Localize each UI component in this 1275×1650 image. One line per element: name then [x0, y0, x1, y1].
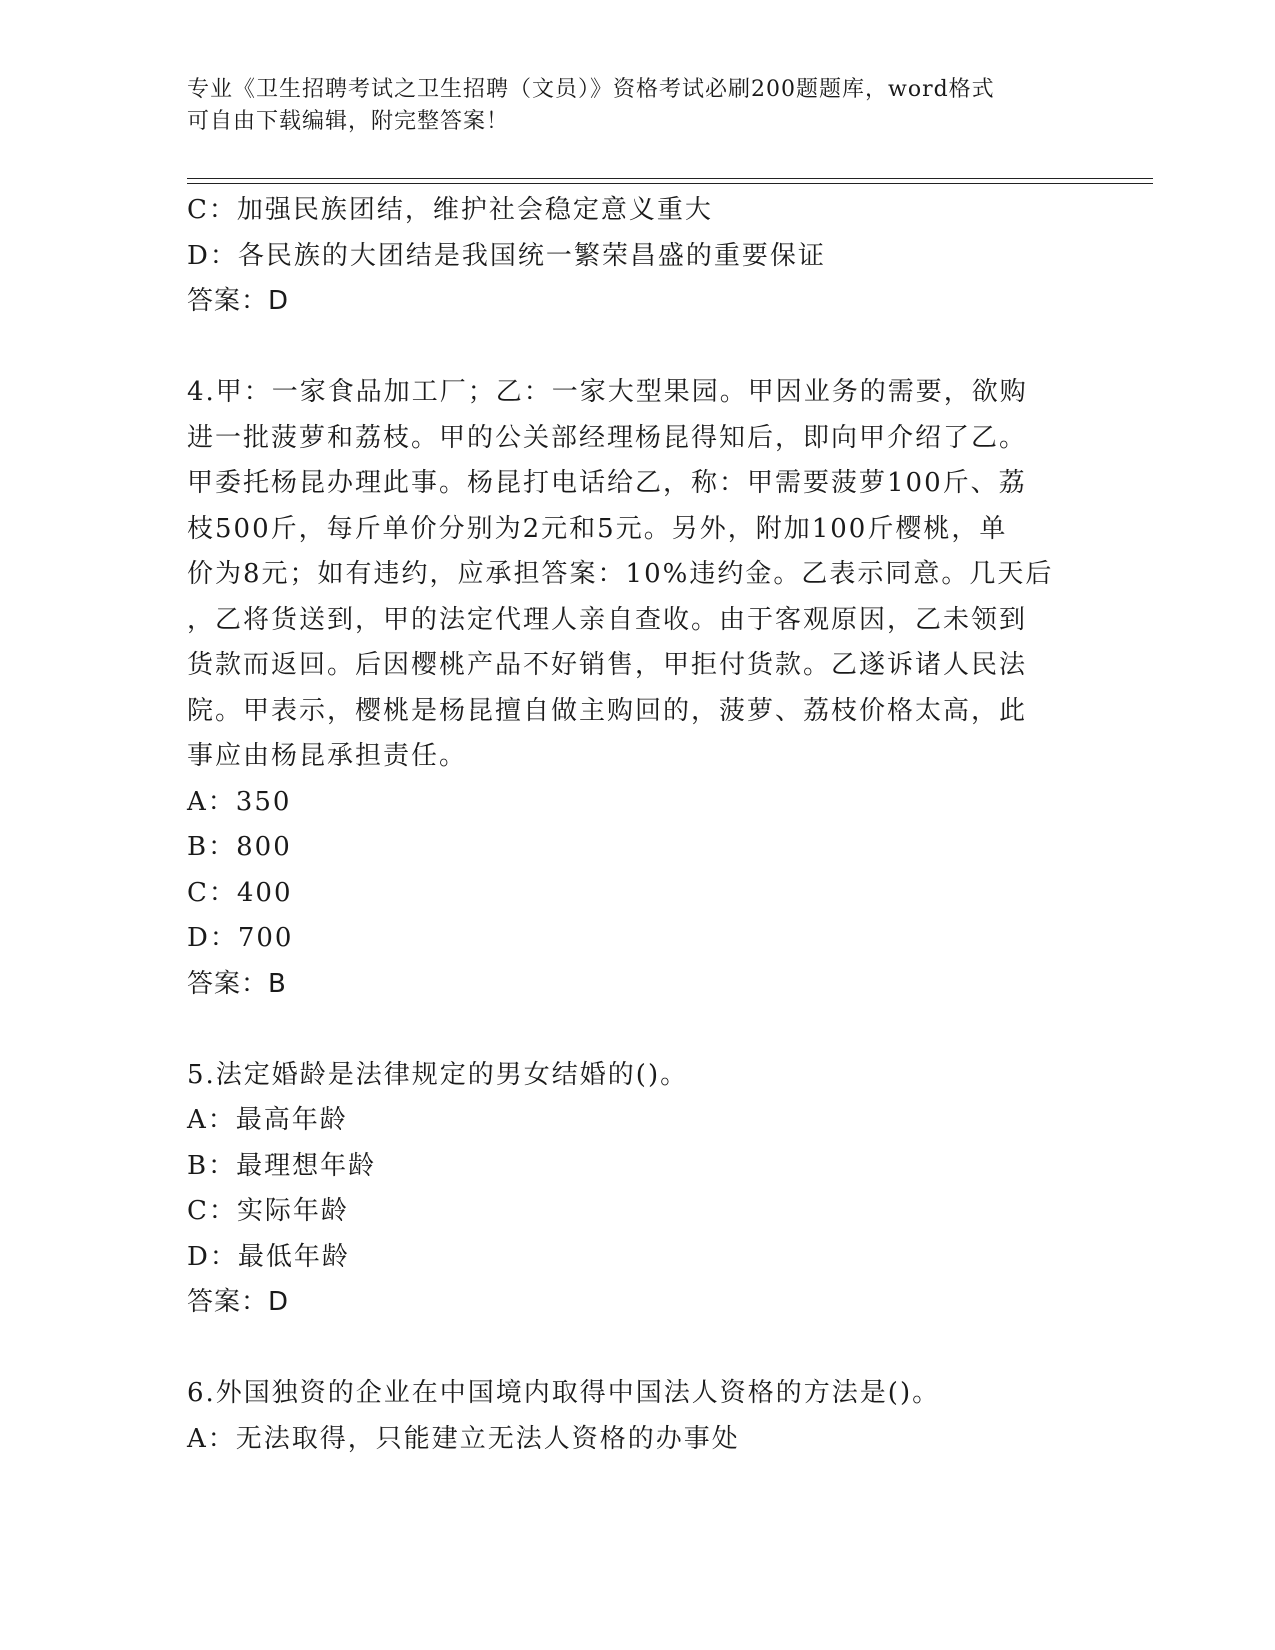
q5-answer: 答案：D [187, 1287, 290, 1317]
q4-option-d: D：700 [187, 923, 294, 953]
spacer [187, 1326, 1087, 1372]
header-divider-bottom [187, 183, 1153, 184]
header-line-1: 专业《卫生招聘考试之卫生招聘（文员）》资格考试必刷200题题库，word格式 [187, 77, 995, 102]
q5-option-a: A：最高年龄 [187, 1105, 348, 1135]
q6-stem: 6.外国独资的企业在中国境内取得中国法人资格的方法是()。 [187, 1378, 941, 1408]
q3-option-d: D：各民族的大团结是我国统一繁荣昌盛的重要保证 [187, 240, 826, 271]
q4-option-b: B：800 [187, 832, 292, 862]
spacer [187, 325, 1087, 371]
question-content [187, 188, 1087, 1462]
q5-option-c: C：实际年龄 [187, 1196, 349, 1226]
q4-stem-line: 价为8元；如有违约，应承担答案：10%违约金。乙表示同意。几天后 [187, 559, 1054, 589]
q4-stem-line: ，乙将货送到，甲的法定代理人亲自查收。由于客观原因，乙未领到 [187, 604, 1028, 635]
q4-stem-line: 进一批菠萝和荔枝。甲的公关部经理杨昆得知后，即向甲介绍了乙。 [187, 422, 1028, 453]
q4-stem-line: 枝500斤，每斤单价分别为2元和5元。另外，附加100斤樱桃，单 [187, 513, 1008, 544]
q3-answer: 答案：D [187, 286, 290, 316]
question-4 [187, 370, 1087, 1007]
q3-option-c: C：加强民族团结，维护社会稳定意义重大 [187, 195, 713, 225]
q5-stem: 5.法定婚龄是法律规定的男女结婚的()。 [187, 1059, 689, 1090]
q4-option-c: C：400 [187, 877, 293, 908]
q6-option-a: A：无法取得，只能建立无法人资格的办事处 [187, 1423, 740, 1454]
header-line-2: 可自由下载编辑，附完整答案！ [187, 109, 510, 134]
question-6 [187, 1371, 1087, 1462]
q4-stem-line: 事应由杨昆承担责任。 [187, 741, 468, 771]
q4-stem-line: 货款而返回。后因樱桃产品不好销售，甲拒付货款。乙遂诉诸人民法 [187, 650, 1028, 680]
q4-answer: 答案：B [187, 968, 287, 999]
q5-option-b: B：最理想年龄 [187, 1150, 377, 1181]
question-3-tail [187, 188, 1087, 325]
q4-stem-line: 甲委托杨昆办理此事。杨昆打电话给乙，称：甲需要菠萝100斤、荔 [187, 468, 1027, 498]
header-divider-top [187, 178, 1153, 179]
document-header [187, 74, 1087, 138]
q4-stem-line: 院。甲表示，樱桃是杨昆擅自做主购回的，菠萝、荔枝价格太高，此 [187, 695, 1028, 726]
q4-option-a: A：350 [187, 786, 292, 817]
question-5 [187, 1053, 1087, 1326]
q5-option-d: D：最低年龄 [187, 1241, 350, 1272]
q4-stem-line: 4.甲：一家食品加工厂；乙：一家大型果园。甲因业务的需要，欲购 [187, 377, 1028, 407]
spacer [187, 1007, 1087, 1053]
